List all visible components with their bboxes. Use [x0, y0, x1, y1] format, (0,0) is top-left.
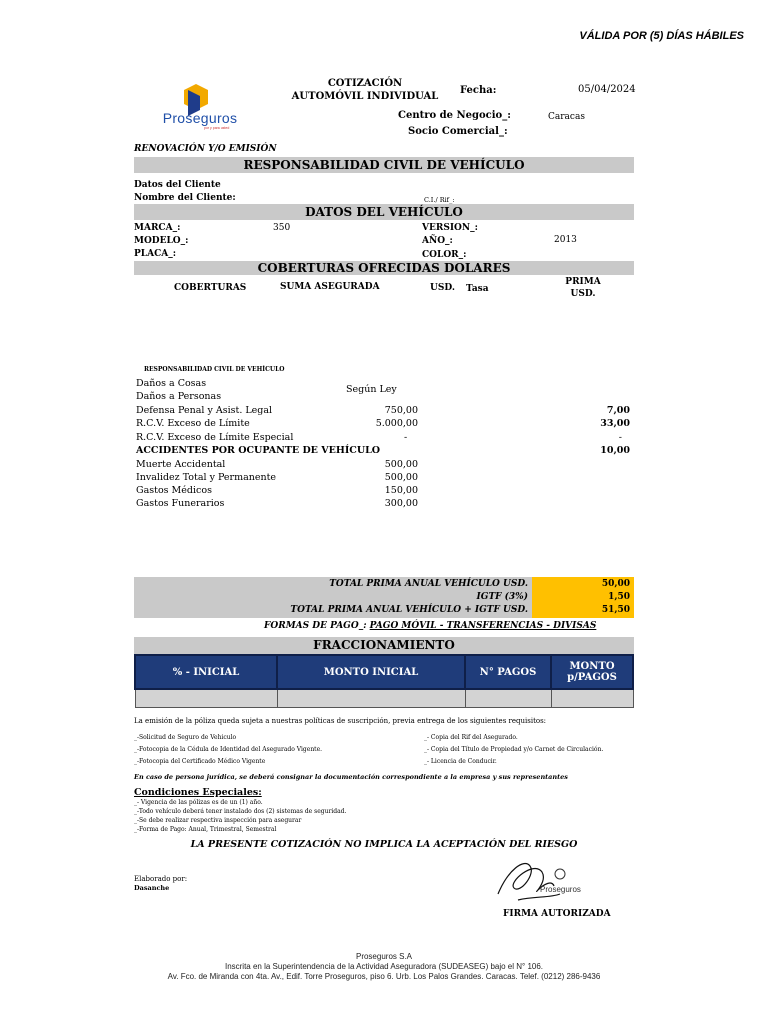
frac-data-row [135, 689, 633, 708]
formas-pago-value: PAGO MÓVIL - TRANSFERENCIAS - DIVISAS [369, 621, 597, 631]
requisitos-intro: La emisión de la póliza queda sujeta a nuestras políticas de suscripción, previa entrega de los siguientes requisitos: [134, 717, 547, 725]
cov-exceso-suma: 5.000,00 [375, 418, 418, 429]
frac-cell [277, 689, 465, 708]
frac-cell [465, 689, 551, 708]
cov-gastos-medicos-suma: 150,00 [384, 485, 418, 496]
anio-label: AÑO_: [422, 236, 453, 246]
frac-col-monto-pagos: MONTO p/PAGOS [551, 655, 633, 689]
total-prima-label: TOTAL PRIMA ANUAL VEHÍCULO USD. [329, 579, 528, 589]
total-igtf-label: TOTAL PRIMA ANUAL VEHÍCULO + IGTF USD. [290, 605, 528, 615]
frac-col-inicial: % - INICIAL [135, 655, 277, 689]
igtf-value: 1,50 [608, 592, 630, 602]
col-suma-asegurada: SUMA ASEGURADA [280, 282, 380, 292]
cov-defensa-prima: 7,00 [606, 405, 630, 416]
marca-label: MARCA_: [134, 223, 181, 233]
cov-gastos-funerarios-suma: 300,00 [384, 498, 418, 509]
persona-juridica-note: En caso de persona jurídica, se deberá consignar la documentación correspondiente a la empresa y sus representantes [134, 773, 568, 781]
version-label: VERSION_: [422, 223, 478, 233]
igtf-label: IGTF (3%) [476, 592, 528, 602]
marca-value: 350 [273, 223, 291, 233]
firma-autorizada-label: FIRMA AUTORIZADA [503, 909, 611, 919]
cov-exceso-prima: 33,00 [600, 418, 630, 429]
fecha-value: 05/04/2024 [578, 84, 636, 95]
logo-tagline: por y para usted [204, 126, 230, 130]
centro-negocio-value: Caracas [548, 112, 585, 122]
doc-title [290, 77, 440, 103]
cov-gastos-funerarios-label: Gastos Funerarios [136, 498, 225, 509]
cov-exceso-esp-suma: - [404, 432, 408, 443]
cov-danos-cosas: Daños a Cosas [136, 378, 207, 389]
signature-icon [494, 850, 594, 906]
cov-app-prima: 10,00 [600, 445, 630, 456]
renovacion-label: RENOVACIÓN Y/O EMISIÓN [134, 144, 277, 154]
requisito-left-3: _-Fotocopia del Certificado Médico Vigente [134, 758, 266, 765]
col-usd: USD. [430, 283, 455, 293]
ci-rif-label: C.I./ Rif_: [424, 196, 455, 204]
requisito-left-2: _-Fotocopia de la Cédula de Identidad del Asegurado Vigente. [134, 746, 323, 753]
col-coberturas: COBERTURAS [174, 283, 247, 293]
frac-cell [551, 689, 633, 708]
cov-defensa-suma: 750,00 [384, 405, 418, 416]
condicion-3: _-Se debe realizar respectiva inspección para asegurar [134, 817, 302, 824]
disclaimer: LA PRESENTE COTIZACIÓN NO IMPLICA LA ACEPTACIÓN DEL RIESGO [190, 839, 578, 850]
condicion-1: _- Vigencia de las pólizas es de un (1) año. [134, 799, 263, 806]
formas-pago-label: FORMAS DE PAGO_: [264, 621, 367, 631]
condiciones-title: Condiciones Especiales: [134, 787, 262, 798]
modelo-label: MODELO_: [134, 236, 189, 246]
col-prima [560, 276, 606, 300]
footer [0, 952, 768, 982]
nombre-cliente-label: Nombre del Cliente: [134, 193, 236, 203]
cov-invalidez-suma: 500,00 [384, 472, 418, 483]
formas-pago [264, 621, 596, 631]
validity-notice: VÁLIDA POR (5) DÍAS HÁBILES [579, 30, 744, 42]
total-prima-value: 50,00 [601, 579, 630, 589]
cov-exceso-esp-prima: - [618, 432, 622, 443]
col-prima-line2: USD. [570, 289, 596, 299]
centro-negocio-label: Centro de Negocio_: [398, 110, 511, 121]
socio-comercial-label: Socio Comercial_: [408, 126, 508, 137]
logo-wordmark: Proseguros [162, 110, 238, 126]
cov-invalidez-label: Invalidez Total y Permanente [136, 472, 277, 483]
col-tasa: Tasa [466, 284, 489, 294]
section-rcv-header: RESPONSABILIDAD CIVIL DE VEHÍCULO [134, 157, 634, 173]
cov-exceso-esp-label: R.C.V. Exceso de Límite Especial [136, 432, 294, 443]
condicion-4: _-Forma de Pago: Anual, Trimestral, Semestral [134, 826, 277, 833]
cov-app-label: ACCIDENTES POR OCUPANTE DE VEHÍCULO [136, 445, 381, 456]
requisito-left-1: _-Solicitud de Seguro de Vehiculo [134, 734, 237, 741]
requisito-right-1: _- Copia del Rif del Asegurado. [424, 734, 518, 741]
svg-text:Proseguros: Proseguros [540, 885, 581, 894]
requisito-right-3: _- Licencia de Conducir. [424, 758, 497, 765]
anio-value: 2013 [554, 235, 577, 245]
col-prima-line1: PRIMA [565, 277, 601, 287]
rcv-subtitle: RESPONSABILIDAD CIVIL DE VEHÍCULO [144, 366, 285, 373]
elaborado-label: Elaborado por: [134, 875, 188, 883]
frac-cell [135, 689, 277, 708]
doc-title-line1: COTIZACIÓN [327, 78, 403, 89]
fraccionamiento-table [134, 654, 634, 708]
section-fraccionamiento-header: FRACCIONAMIENTO [134, 637, 634, 654]
cov-exceso-label: R.C.V. Exceso de Límite [136, 418, 250, 429]
footer-line1: Proseguros S.A [355, 952, 413, 961]
datos-cliente-label: Datos del Cliente [134, 180, 221, 190]
section-vehiculo-header: DATOS DEL VEHÍCULO [134, 204, 634, 220]
company-logo [148, 82, 252, 132]
elaborado-value: Dasanche [134, 884, 170, 892]
frac-col-pagos: N° PAGOS [465, 655, 551, 689]
color-label: COLOR_: [422, 250, 467, 260]
cov-danos-personas: Daños a Personas [136, 391, 222, 402]
cov-muerte-label: Muerte Accidental [136, 459, 226, 470]
frac-col-monto-inicial: MONTO INICIAL [277, 655, 465, 689]
section-coberturas-header: COBERTURAS OFRECIDAS DOLARES [134, 261, 634, 275]
doc-title-line2: AUTOMÓVIL INDIVIDUAL [291, 91, 439, 102]
footer-line2: Inscrita en la Superintendencia de la Actividad Aseguradora (SUDEASEG) bajo el N° 106. [224, 962, 544, 971]
condicion-2: _-Todo vehículo deberá tener instalado dos (2) sistemas de seguridad. [134, 808, 347, 815]
frac-header-row [135, 655, 633, 689]
cov-gastos-medicos-label: Gastos Médicos [136, 485, 212, 496]
placa-label: PLACA_: [134, 249, 177, 259]
cov-defensa-label: Defensa Penal y Asist. Legal [136, 405, 273, 416]
fecha-label: Fecha: [460, 85, 497, 96]
cov-segun-ley: Según Ley [346, 384, 397, 395]
cov-muerte-suma: 500,00 [384, 459, 418, 470]
requisito-right-2: _- Copia del Título de Propiedad y/o Carnet de Circulación. [424, 746, 604, 753]
footer-line3: Av. Fco. de Miranda con 4ta. Av., Edif. Torre Proseguros, piso 6. Urb. Los Palos Grandes. Caracas. Telef. (0212) 286-9436 [167, 972, 601, 981]
total-igtf-value: 51,50 [601, 605, 630, 615]
